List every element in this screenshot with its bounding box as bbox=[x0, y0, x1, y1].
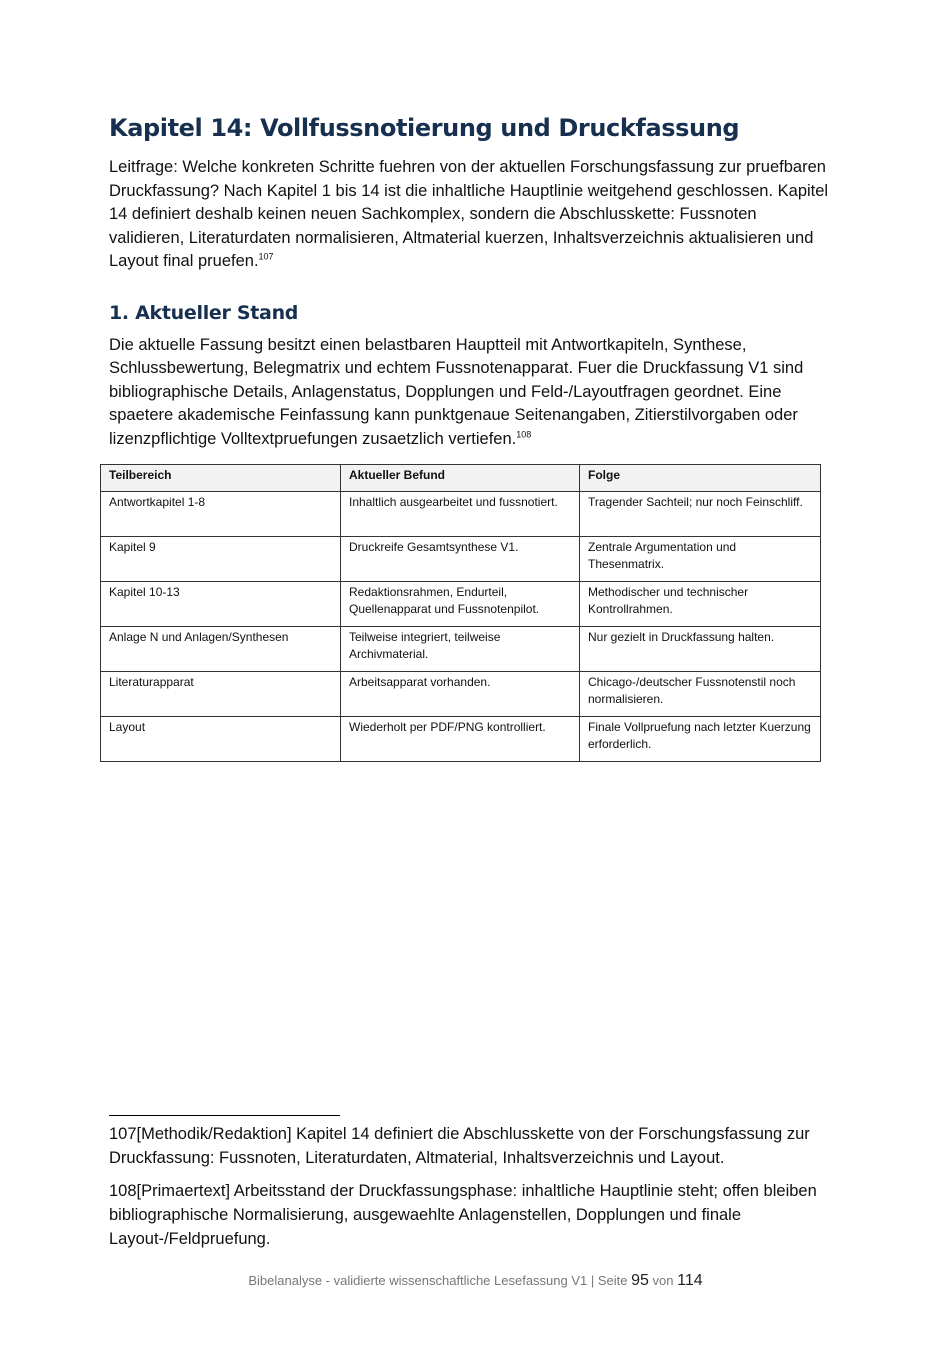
chapter-title: Kapitel 14: Vollfussnotierung und Druckfassung bbox=[109, 114, 740, 142]
footer-doc-title: Bibelanalyse - validierte wissenschaftliche Lesefassung V1 | Seite bbox=[248, 1273, 628, 1288]
footnote-107: 107[Methodik/Redaktion] Kapitel 14 definiert die Abschlusskette von der Forschungsfassung zur Druckfassung: Fussnoten, Literaturdaten, Altmaterial, Inhaltsverzeichnis und Layout. bbox=[109, 1125, 810, 1167]
table-row bbox=[101, 492, 821, 537]
table-cell: Methodischer und technischer Kontrollrahmen. bbox=[580, 582, 821, 627]
table-cell: Inhaltlich ausgearbeitet und fussnotiert. bbox=[341, 492, 580, 537]
table-cell: Literaturapparat bbox=[101, 672, 341, 717]
table-row bbox=[101, 537, 821, 582]
footnote-108: 108[Primaertext] Arbeitsstand der Druckfassungsphase: inhaltliche Hauptlinie steht; offen bleiben bibliographische Normalisierung, ausgewaehlte Anlagenstellen, Dopplungen und finale Layout-/Feldpruefung. bbox=[109, 1182, 817, 1248]
table-row bbox=[101, 627, 821, 672]
page-footer bbox=[0, 1272, 951, 1290]
table-cell: Anlage N und Anlagen/Synthesen bbox=[101, 627, 341, 672]
table-cell: Druckreife Gesamtsynthese V1. bbox=[341, 537, 580, 582]
table-row bbox=[101, 582, 821, 627]
table-cell: Arbeitsapparat vorhanden. bbox=[341, 672, 580, 717]
column-header: Teilbereich bbox=[101, 465, 341, 492]
table-cell: Antwortkapitel 1-8 bbox=[101, 492, 341, 537]
table-cell: Kapitel 9 bbox=[101, 537, 341, 582]
footer-of-label: von bbox=[652, 1273, 674, 1288]
table-cell: Redaktionsrahmen, Endurteil, Quellenapparat und Fussnotenpilot. bbox=[341, 582, 580, 627]
intro-paragraph bbox=[109, 156, 829, 274]
table-row bbox=[101, 672, 821, 717]
status-table bbox=[100, 464, 821, 762]
column-header: Aktueller Befund bbox=[341, 465, 580, 492]
table-cell: Kapitel 10-13 bbox=[101, 582, 341, 627]
table-cell: Zentrale Argumentation und Thesenmatrix. bbox=[580, 537, 821, 582]
table-header-row bbox=[101, 465, 821, 492]
table-row bbox=[101, 717, 821, 762]
table-cell: Chicago-/deutscher Fussnotenstil noch normalisieren. bbox=[580, 672, 821, 717]
table-cell: Layout bbox=[101, 717, 341, 762]
table-cell: Nur gezielt in Druckfassung halten. bbox=[580, 627, 821, 672]
section-heading: 1. Aktueller Stand bbox=[109, 301, 299, 324]
footnote-ref-108[interactable]: 108 bbox=[516, 429, 532, 439]
footnotes bbox=[109, 1122, 839, 1260]
page-content bbox=[109, 112, 829, 451]
intro-text: Leitfrage: Welche konkreten Schritte fuehren von der aktuellen Forschungsfassung zur pruefbaren Druckfassung? Nach Kapitel 1 bis 14 ist die inhaltliche Hauptlinie weitgehend geschlossen. Kapitel 14 definiert deshalb keinen neuen Sachkomplex, sondern die Abschlusskette: Fussnoten validieren, Literaturdaten normalisieren, Altmaterial kuerzen, Inhaltsverzeichnis aktualisieren und Layout final pruefen. bbox=[109, 158, 829, 270]
table-cell: Teilweise integriert, teilweise Archivmaterial. bbox=[341, 627, 580, 672]
column-header: Folge bbox=[580, 465, 821, 492]
section-paragraph bbox=[109, 334, 829, 452]
footnote-ref-107[interactable]: 107 bbox=[258, 251, 274, 262]
table-cell: Finale Vollpruefung nach letzter Kuerzung erforderlich. bbox=[580, 717, 821, 762]
section-text: Die aktuelle Fassung besitzt einen belastbaren Hauptteil mit Antwortkapiteln, Synthese, Schlussbewertung, Belegmatrix und echtem Fussnotenapparat. Fuer die Druckfassung V1 sind bibliographische Details, Anlagenstatus, Dopplungen und Feld-/Layoutfragen geordnet. Eine spaetere akademische Feinfassung kann punktgenaue Seitenangaben, Zitierstilvorgaben oder lizenzpflichtige Volltextpruefungen zusaetzlich vertiefen. bbox=[109, 335, 804, 448]
page-number: 95 bbox=[631, 1272, 649, 1289]
footnote-separator bbox=[109, 1115, 340, 1116]
table-cell: Wiederholt per PDF/PNG kontrolliert. bbox=[341, 717, 580, 762]
table-cell: Tragender Sachteil; nur noch Feinschliff. bbox=[580, 492, 821, 537]
page-total: 114 bbox=[677, 1272, 703, 1289]
